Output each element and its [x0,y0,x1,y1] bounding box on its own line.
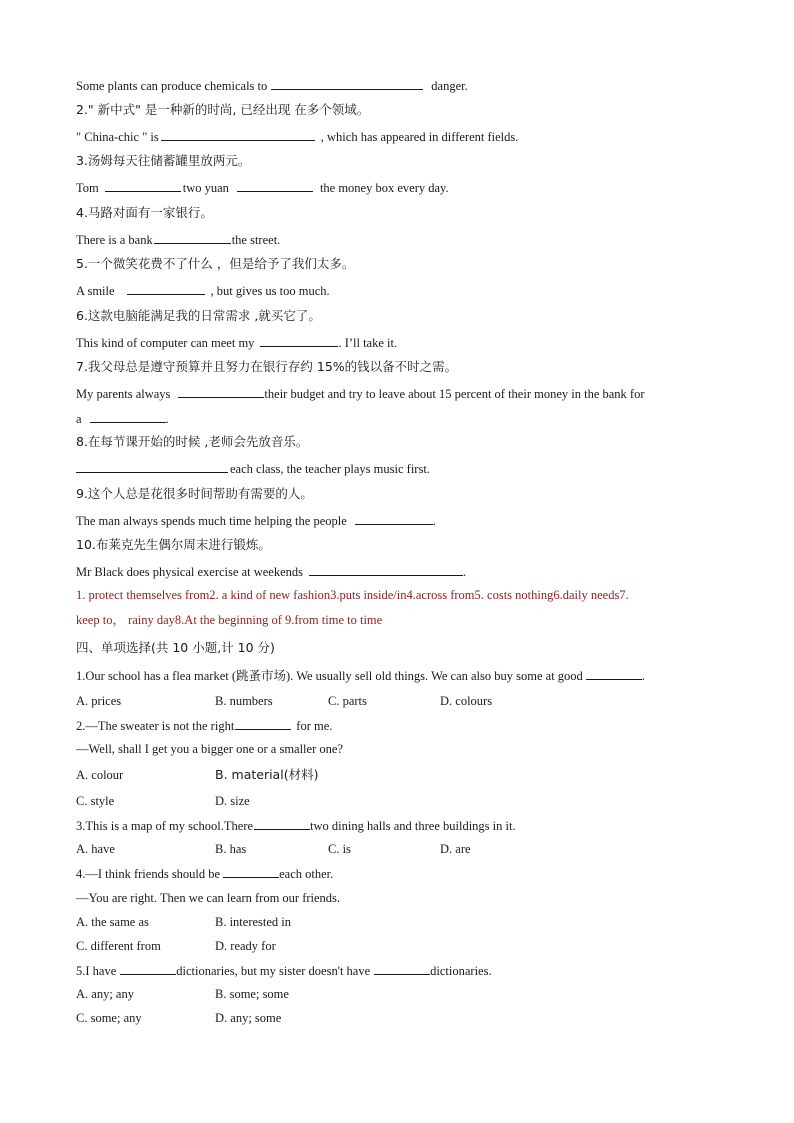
mc-q5-option-c[interactable]: C. some; any [76,1011,142,1025]
q1-english-line [76,77,468,94]
q3-text-a: Tom [76,181,99,195]
mc-q2-stem [76,717,332,734]
q7-blank-1 [178,385,264,398]
q7-text-b: their budget and try to leave about 15 percent of their money in the bank for [264,387,645,401]
mc-q5-blank-1 [120,962,176,975]
section-4-heading: 四、单项选择(共 10 小题,计 10 分) [76,640,275,655]
q9-blank [355,512,433,525]
answer-key-line-1: 1. protect themselves from2. a kind of new fashion3.puts inside/in4.across from5. costs nothing6.daily needs7. [76,588,629,602]
mc-q4-option-b[interactable]: B. interested in [215,915,292,929]
mc-q2-line2: —Well, shall I get you a bigger one or a smaller one? [76,742,343,756]
q8-english-line [76,460,430,477]
q9-period: . [432,514,436,528]
mc-q1-blank [586,667,642,680]
mc-q3-text-b: two dining halls and three buildings in it. [310,819,516,833]
q3-chinese: 3.汤姆每天往储蓄罐里放两元。 [76,153,251,168]
q8-chinese: 8.在每节课开始的时候 ,老师会先放音乐。 [76,434,309,449]
mc-q2-option-d[interactable]: D. size [215,794,250,808]
q3-english-line [76,179,449,196]
mc-q2-text-b: for me. [296,719,333,733]
mc-q4-text-a: 4.—I think friends should be [76,867,221,881]
mc-q3-option-a[interactable]: A. have [76,842,115,856]
q3-text-c: the money box every day. [319,181,449,195]
q2-text-end: , which has appeared in different fields. [320,130,519,144]
q2-english-line [76,128,518,145]
mc-q5-text-c: dictionaries. [430,964,492,978]
q7-chinese: 7.我父母总是遵守预算并且努力在银行存约 15%的钱以备不时之需。 [76,359,458,374]
mc-q5-option-d[interactable]: D. any; some [215,1011,282,1025]
mc-q1-option-c[interactable]: C. parts [328,694,367,708]
q6-chinese: 6.这款电脑能满足我的日常需求 ,就买它了。 [76,308,321,323]
q7-period: . [165,412,169,426]
q4-chinese: 4.马路对面有一家银行。 [76,205,213,220]
mc-q1-stem [76,667,645,684]
mc-q1-option-b[interactable]: B. numbers [215,694,273,708]
q7-text-a: My parents always [76,387,171,401]
q2-blank [161,128,315,141]
q4-text-a: There is a bank [76,233,153,247]
mc-q1-period: . [641,669,645,683]
mc-q5-blank-2 [374,962,430,975]
mc-q2-option-c[interactable]: C. style [76,794,115,808]
q2-chinese: 2." 新中式" 是一种新的时尚, 已经出现 在多个领域。 [76,102,370,117]
mc-q3-option-c[interactable]: C. is [328,842,351,856]
mc-q2-option-a[interactable]: A. colour [76,768,124,782]
q3-blank-2 [237,179,313,192]
q6-text-b: . I’ll take it. [338,336,398,350]
q1-text: Some plants can produce chemicals to [76,79,268,93]
q10-text-a: Mr Black does physical exercise at weekends [76,565,304,579]
q10-chinese: 10.布莱克先生偶尔周末进行锻炼。 [76,537,271,552]
mc-q4-option-d[interactable]: D. ready for [215,939,276,953]
q7-english-line-2 [76,410,169,427]
q5-chinese: 5.一个微笑花费不了什么 ，但是给予了我们太多。 [76,256,355,271]
mc-q2-blank [235,717,291,730]
mc-q1-option-d[interactable]: D. colours [440,694,493,708]
q1-text-end: danger. [431,79,468,93]
mc-q1-text: 1.Our school has a flea market (跳蚤市场). We usually sell old things. We can also buy some at good [76,669,583,683]
q9-english-line [76,512,436,529]
mc-q5-stem [76,962,492,979]
q8-blank [76,460,228,473]
q5-english-line [76,282,330,299]
q4-text-b: the street. [231,233,281,247]
q2-text: " China-chic " is [76,130,159,144]
mc-q5-text-a: 5.I have [76,964,117,978]
q4-blank [154,231,231,244]
q7-text-c: a [76,412,82,426]
q10-blank [309,563,463,576]
q10-english-line [76,563,466,580]
mc-q4-option-a[interactable]: A. the same as [76,915,149,929]
q9-chinese: 9.这个人总是花很多时间帮助有需要的人。 [76,486,313,501]
mc-q4-stem [76,865,333,882]
mc-q3-option-d[interactable]: D. are [440,842,471,856]
q5-text-b: , but gives us too much. [210,284,330,298]
mc-q3-text-a: 3.This is a map of my school.There [76,819,254,833]
answer-key-line-2: keep to， rainy day8.At the beginning of 9.from time to time [76,613,383,627]
mc-q1-option-a[interactable]: A. prices [76,694,122,708]
q7-english-line [76,385,645,402]
mc-q4-blank [223,865,279,878]
mc-q4-option-c[interactable]: C. different from [76,939,161,953]
mc-q3-stem [76,817,516,834]
q7-blank-2 [90,410,166,423]
mc-q2-text-a: 2.—The sweater is not the right [76,719,235,733]
mc-q5-option-b[interactable]: B. some; some [215,987,289,1001]
q6-blank [260,334,338,347]
mc-q2-option-b[interactable]: B. material(材料) [215,767,319,782]
q8-text-a: each class, the teacher plays music first. [230,462,430,476]
mc-q4-text-b: each other. [279,867,334,881]
q6-english-line [76,334,397,351]
q1-blank [271,77,423,90]
q5-blank [127,282,205,295]
q5-text-a: A smile [76,284,115,298]
mc-q5-text-b: dictionaries, but my sister doesn't have [176,964,371,978]
mc-q3-blank [254,817,310,830]
q10-period: . [463,565,467,579]
q6-text-a: This kind of computer can meet my [76,336,255,350]
mc-q3-option-b[interactable]: B. has [215,842,247,856]
mc-q4-line2: —You are right. Then we can learn from our friends. [76,891,341,905]
q9-text-a: The man always spends much time helping the people [76,514,347,528]
q4-english-line [76,231,280,248]
q3-text-b: two yuan [182,181,229,195]
q3-blank-1 [105,179,181,192]
mc-q5-option-a[interactable]: A. any; any [76,987,134,1001]
